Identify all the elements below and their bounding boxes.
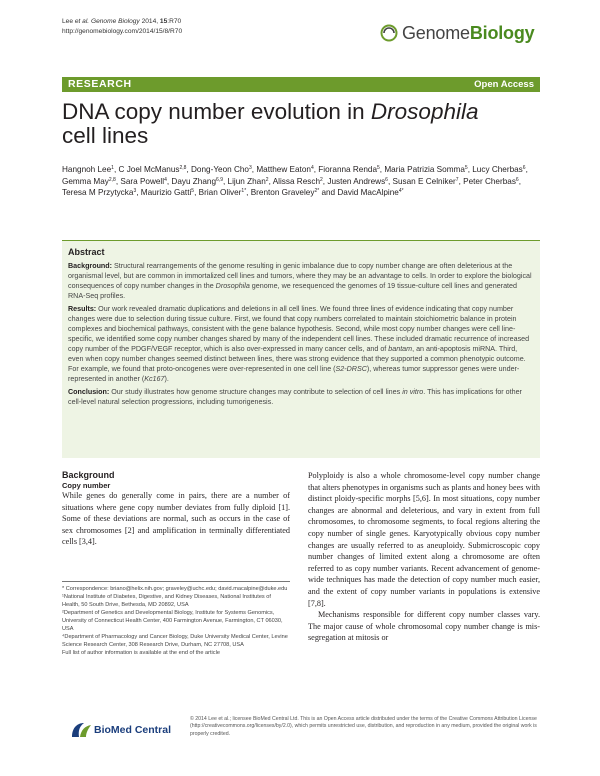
author-name: Alissa Resch: [272, 176, 321, 186]
author-name: Brian Oliver: [198, 188, 242, 198]
biomed-central-mark-icon: [70, 721, 92, 739]
author-affiliation-marker: 1*: [241, 188, 247, 195]
biomed-central-logo: [70, 721, 180, 741]
author-affiliation-marker: 3: [133, 188, 137, 195]
author-affiliation-marker: 6: [522, 165, 526, 171]
author-name: Dayu Zhang: [171, 176, 217, 186]
author-affiliation-marker: 7: [455, 176, 459, 183]
author-affiliation-marker: 6,9: [216, 176, 223, 183]
abstract-conclusion: Conclusion: Our study illustrates how genome structure changes may contribute to selection of cell lines in vitro. This has implications for other cell-level natural selection progressions, including tumorigenesis.: [68, 388, 522, 406]
author-list: Hangnoh Lee$^1$, C Joel McManus$^{2,8}$, Dong-Yeon Cho$^3$, Matthew Eaton$^4$, Fioranna Renda$^5$, Maria Patrizia Somma$^5$, Lucy Cherbas$^6$, Gemma May$^{2,8}$, Sara Powell$^4$, Dayu Zhang$^{6,9}$, Lijun Zhan$^2$, Alissa Resch$^2$, Justen Andrews$^6$, Susan E Celniker$^7$, Peter Cherbas$^6$, Teresa M Przytycka$^3$, Maurizio Gatti$^5$, Brian Oliver$^{1*}$, Brenton Graveley$^{2*}$ and David MacAlpine$^{4*}$: [62, 165, 528, 198]
author-name: Hangnoh Lee: [62, 165, 112, 174]
author-name: Sara Powell: [120, 176, 165, 186]
citation-authors: Lee: [62, 18, 75, 25]
body-left-column: [62, 470, 290, 548]
genome-biology-mark-icon: [380, 24, 398, 42]
author-affiliation-marker: 2,8: [179, 165, 187, 171]
author-name: Dong-Yeon Cho: [191, 165, 249, 174]
author-affiliation-marker: 2: [320, 176, 323, 183]
author-name: Justen Andrews: [327, 176, 386, 186]
article-type-label: RESEARCH: [68, 78, 132, 90]
author-name: Lucy Cherbas: [472, 165, 523, 174]
affiliation-1: ¹National Institute of Diabetes, Digestive, and Kidney Diseases, National Institutes of Health, 50 South Drive, Bethesda, MD 20892, USA: [62, 594, 271, 608]
author-name: Lijun Zhan: [227, 176, 266, 186]
author-affiliation-marker: 5: [464, 165, 468, 171]
author-name: David MacAlpine: [337, 188, 399, 198]
abstract-box: [62, 240, 540, 458]
citation-year: 2014,: [139, 18, 160, 25]
author-affiliation-marker: 5: [377, 165, 380, 171]
author-name: Maurizio Gatti: [140, 188, 192, 198]
citation-line: [62, 17, 182, 27]
affiliation-2: ²Department of Genetics and Developmental Biology, Institute for Systems Genomics, University of Connecticut Health Center, 400 Farmington Avenue, Farmington, CT 06030, USA: [62, 610, 283, 632]
author-name: Matthew Eaton: [256, 165, 311, 174]
article-title: DNA copy number evolution in Drosophila cell lines: [62, 99, 479, 148]
abstract-heading: Abstract: [68, 247, 105, 257]
author-name: Maria Patrizia Somma: [384, 165, 465, 174]
author-name: C Joel McManus: [118, 165, 180, 174]
citation-volume: 15: [159, 18, 168, 25]
running-header: [62, 17, 182, 36]
abstract-background: Background: Structural rearrangements of the genome resulting in genic imbalance due to copy number change are often deleterious at the organismal level, but are common in immortalized cell lines and tumors, where they may be an advantage to cells. In order to explore the biological consequences of copy number changes in the Drosophila genome, we resequenced the genomes of 19 tissue-culture cell lines and generated RNA-Seq profiles.: [68, 262, 532, 300]
article-url[interactable]: http://genomebiology.com/2014/15/8/R70: [62, 27, 183, 35]
author-affiliation-marker: 2: [265, 176, 269, 183]
body-paragraph: While genes do generally come in pairs, there are a number of situations where gene copy number deviates from fully diploid [1]. Some of these deviations are normal, such as occurs in the case of sex chromosomes [2] and amplification in terminally differentiated cells [3,4].: [62, 491, 290, 547]
section-banner: [62, 77, 540, 92]
affiliation-4: ⁴Department of Pharmacology and Cancer Biology, Duke University Medical Center, Levine Science Research Center, 308 Research Drive, Durham, NC 27708, USA: [62, 634, 288, 648]
author-name: Fioranna Renda: [318, 165, 378, 174]
open-access-label: Open Access: [474, 78, 534, 90]
genome-biology-logo: [380, 22, 540, 46]
section-heading: Background: [62, 470, 115, 480]
author-name: Susan E Celniker: [392, 176, 456, 186]
author-info-note: Full list of author information is available at the end of the article: [62, 650, 220, 656]
author-affiliation-marker: 4*: [398, 188, 404, 195]
citation-journal: et al. Genome Biology: [74, 18, 140, 25]
author-affiliation-marker: 4: [164, 176, 167, 183]
author-affiliation-marker: 1: [111, 165, 114, 171]
subsection-heading: Copy number: [62, 481, 111, 490]
author-name: Teresa M Przytycka: [62, 188, 134, 198]
author-affiliation-marker: 6: [385, 176, 388, 183]
license-text: © 2014 Lee et al.; licensee BioMed Central Ltd. This is an Open Access article distributed under the terms of the Creative Commons Attribution License (http://creativecommons.org/licenses/by/2.0), which permits unrestricted use, distribution, and reproduction in any medium, provided the original work is properly credited.: [190, 716, 537, 737]
footnotes: [62, 581, 290, 657]
author-affiliation-marker: 4: [310, 165, 314, 171]
publisher-name: BioMed Central: [94, 724, 172, 736]
author-affiliation-marker: 5: [191, 188, 195, 195]
author-name: Brenton Graveley: [250, 188, 315, 198]
body-paragraph: Polyploidy is also a whole chromosome-level copy number change that alters phenotypes in organisms such as plants and honey bees with distinct ploidy-specific morphs [5,6]. In most situations, copy number changes are abnormal and deleterious, and vary in extent from full chromosomes, to chromosome segments, to focal regions altering the copy number of single genes. Karyotypically obvious copy number changes are usually referred to as aneuploidy. Submicroscopic copy number changes of limited extent along a chromosome are often referred to as copy number variants. Recent advancement of genome-wide techniques has made the detection of copy number much easier, and the extent of copy number variants in populations is extensive [7,8].: [308, 471, 541, 608]
abstract-results: Results: Our work revealed dramatic duplications and deletions in all cell lines. We found three lines of evidence indicating that copy number changes were due to selection during tissue culture. First, we found that copy numbers correlated to maintain stoichiometric balance in protein complexes and biochemical pathways, consistent with the gene balance hypothesis. Second, while most copy number changes were cell line-specific, we identified some copy number changes shared by many of the independent cell lines. These included dramatic recurrence of increased copy number of the PDGF/VEGF receptor, which is also over-expressed in many cancer cells, and of bantam, an anti-apoptosis miRNA. Third, even when copy number changes seemed distinct between lines, there was strong evidence that they supported a common phenotypic outcome. For example, we found that proto-oncogenes were over-represented in one cell line (S2-DRSC), whereas tumor suppressor genes were under-represented in another (Kc167).: [68, 305, 530, 383]
author-affiliation-marker: 6: [515, 176, 519, 183]
author-name: Gemma May: [62, 176, 109, 186]
journal-name: GenomeBiology: [402, 23, 535, 43]
author-joiner: and: [321, 188, 338, 198]
correspondence-note: * Correspondence: briano@helix.nih.gov; graveley@uchc.edu; david.macalpine@duke.edu: [62, 586, 288, 592]
body-right-column: [308, 470, 540, 644]
citation-article: :R70: [167, 18, 182, 25]
author-affiliation-marker: 2,8: [108, 176, 116, 183]
author-affiliation-marker: 2*: [314, 188, 320, 195]
author-affiliation-marker: 3: [248, 165, 252, 171]
body-paragraph: Mechanisms responsible for different copy number classes vary. The major cause of whole chromosomal copy number change is mis-segregation at mitosis or: [308, 610, 540, 643]
author-name: Peter Cherbas: [463, 176, 516, 186]
